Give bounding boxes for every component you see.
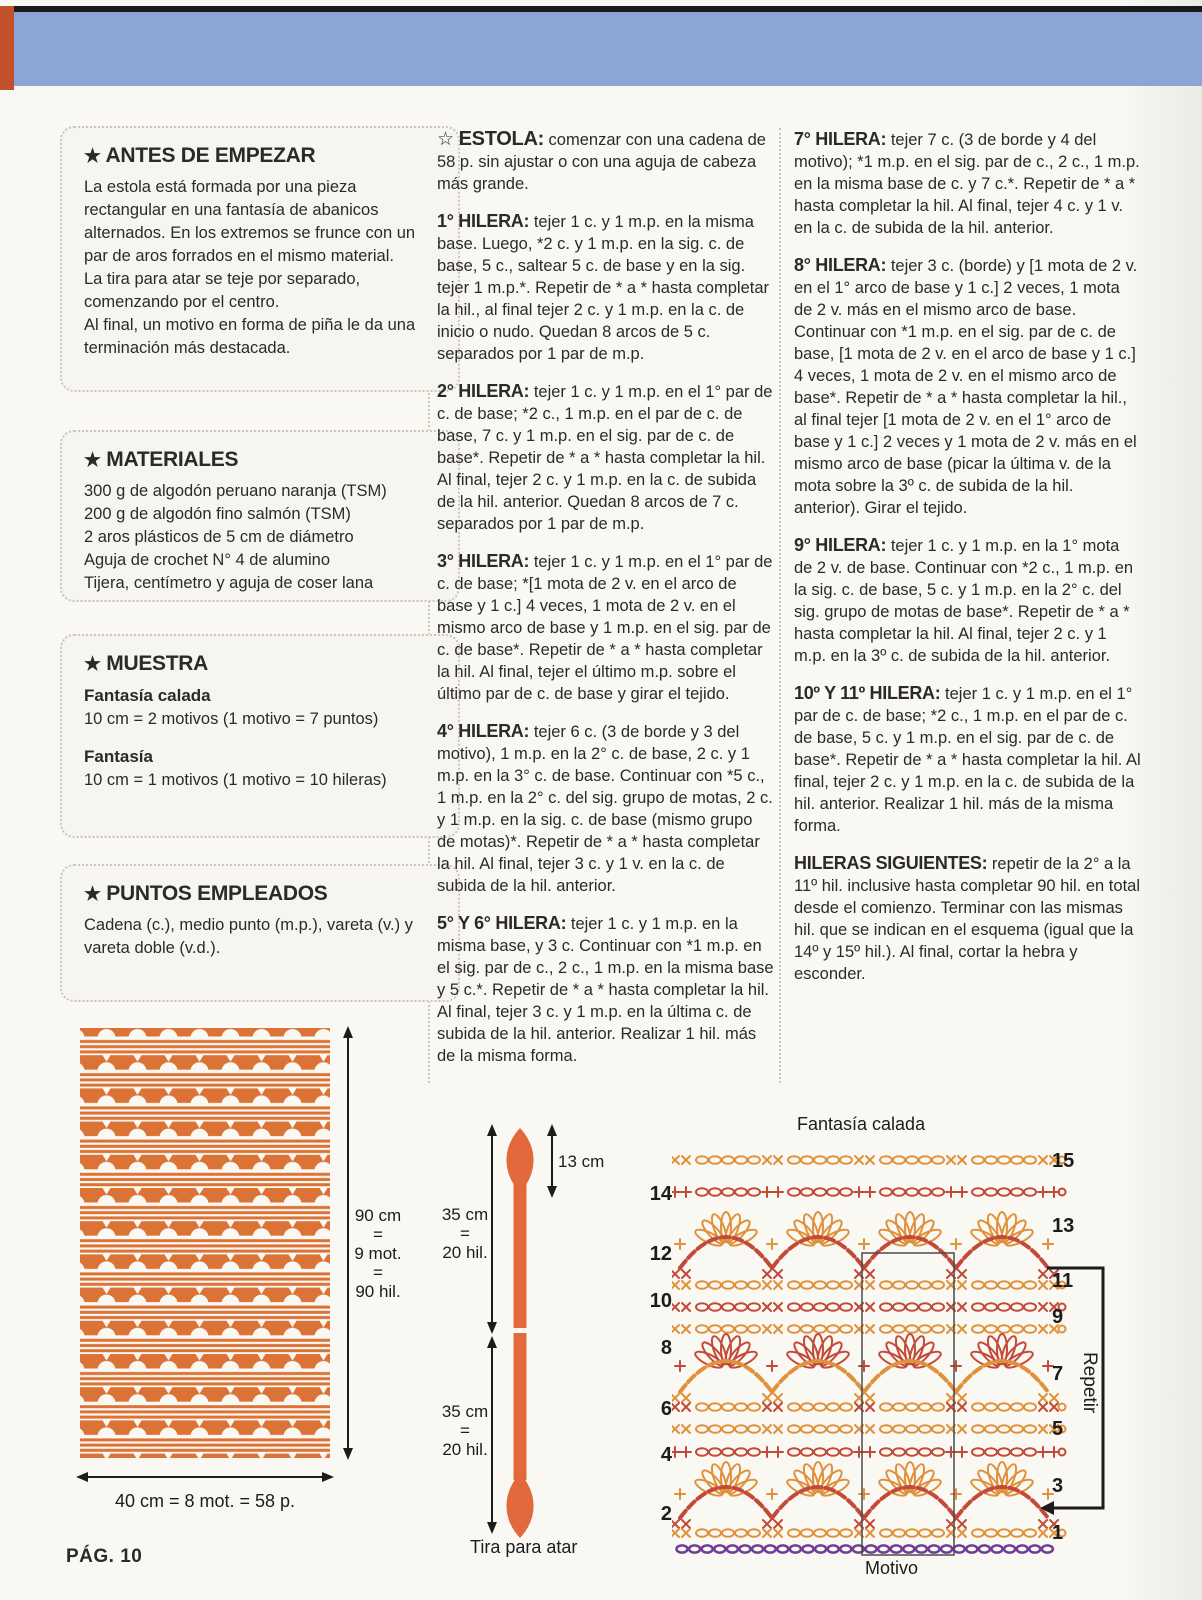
star-icon: ★ (84, 884, 101, 905)
column-divider-right (779, 128, 781, 1083)
material-item: 300 g de algodón peruano naranja (TSM) (84, 482, 387, 500)
tie-top-length-label: 13 cm (558, 1152, 605, 1171)
chart-row-number: 13 (1052, 1215, 1075, 1237)
section-antes-de-empezar (60, 126, 460, 392)
section-materiales (60, 430, 460, 602)
chart-row-number: 1 (1052, 1522, 1064, 1544)
star-icon: ★ (84, 654, 101, 675)
section-muestra (60, 634, 460, 838)
swatch-height-label: 90 cm = 9 mot. = 90 hil. (354, 1206, 402, 1301)
gauge-name: Fantasía calada (84, 686, 211, 705)
material-item: Tijera, centímetro y aguja de coser lana (84, 574, 374, 592)
section-paragraph: La estola está formada por una pieza rectangular en una fantasía de abanicos alternados. En los extremos se frunce con un par de aros forrados en el mismo material. (84, 178, 416, 265)
star-icon: ★ (84, 450, 101, 471)
tie-upper-length-label: 35 cm = 20 hil. (441, 1205, 489, 1262)
section-title: ★ PUNTOS EMPLEADOS (84, 882, 328, 905)
gauge-name: Fantasía (84, 747, 153, 766)
material-item: 2 aros plásticos de 5 cm de diámetro (84, 528, 354, 546)
tie-lower-length-label: 35 cm = 20 hil. (441, 1402, 489, 1459)
chart-row-number: 14 (649, 1183, 672, 1205)
material-item: 200 g de algodón fino salmón (TSM) (84, 505, 351, 523)
tie-bottom-pineapple (506, 1473, 533, 1538)
step-paragraph: 1° HILERA: tejer 1 c. y 1 m.p. en la misma base. Luego, *2 c. y 1 m.p. en la sig. c. de base, 5 c., saltear 5 c. de base y en la sig. tejer 1 m.p.*. Repetir de * a * hasta completar la hil., al final tejer 2 c. y 1 m.p. en la c. de inicio o nudo. Quedan 8 arcos de 5 c. separados por 1 par de m.p. (437, 211, 769, 363)
chart-row-number: 5 (1052, 1418, 1064, 1440)
chart-row-number: 3 (1052, 1475, 1064, 1497)
chart-row-number: 11 (1052, 1270, 1074, 1292)
chart-title: Fantasía calada (797, 1114, 926, 1134)
section-paragraph: Al final, un motivo en forma de piña le da una terminación más destacada. (84, 316, 416, 357)
chart-repeat-label: Repetir (1079, 1352, 1100, 1414)
chart-row-number: 4 (660, 1444, 672, 1466)
step-paragraph: HILERAS SIGUIENTES: repetir de la 2° a la 11º hil. inclusive hasta completar 90 hil. en total desde el comienzo. Terminar con las mismas hil. que se indican en el esquema (igual que la 14º y 15º hil.). Al final, cortar la hebra y esconder. (794, 853, 1140, 983)
step-paragraph: 10º Y 11º HILERA: tejer 1 c. y 1 m.p. en el 1° par de c. de base; *2 c., 1 m.p. en el par de c. de base, 5 c. y 1 m.p. en el sig. par de c. de base*. Repetir de * a * hasta completar la hil. Al final, tejer 2 c. y 1 m.p. en la c. de subida de la hil. anterior. Realizar 1 hil. más de la misma forma. (794, 683, 1141, 835)
chart-motif-label: Motivo (865, 1558, 919, 1578)
section-paragraph: Cadena (c.), medio punto (m.p.), vareta (v.) y vareta doble (v.d.). (84, 916, 413, 957)
section-paragraph: La tira para atar se teje por separado, comenzando por el centro. (84, 270, 361, 311)
step-paragraph: 3° HILERA: tejer 1 c. y 1 m.p. en el 1° par de c. de base; *[1 mota de 2 v. en el arco de base y 1 c.] 4 veces, 1 mota de 2 v. en el mismo arco de base y 1 m.p. en el sig. par de c. de base*. Repetir de * a * hasta completar la hil. Al final, tejer el último m.p. sobre el último par de c. de base y girar el tejido. (437, 551, 773, 703)
section-title: ★ MATERIALES (84, 448, 239, 471)
section-puntos-empleados (60, 864, 460, 1002)
instructions-column-1 (437, 128, 775, 1082)
chart-row-number: 7 (1052, 1363, 1064, 1385)
header-blue-bar (14, 12, 1202, 86)
chart-row-number: 9 (1052, 1306, 1064, 1328)
spacer (84, 731, 436, 745)
chart-row-number: 15 (1052, 1150, 1075, 1172)
step-paragraph: 7° HILERA: tejer 7 c. (3 de borde y 4 del motivo); *1 m.p. en el sig. par de c., 2 c., 1 m.p. en la misma base de c. y 7 c.*. Repetir de * a * hasta completar la hil. Al final, tejer 4 c. y 1 v. en la c. de subida de la hil. anterior. (794, 129, 1140, 237)
chart-row-number: 2 (660, 1503, 672, 1525)
spine-strip (0, 6, 14, 90)
step-paragraph: 8° HILERA: tejer 3 c. (borde) y [1 mota de 2 v. en el 1° arco de base y 1 c.] 2 veces, 1 mota de 2 v. más en el mismo arco de base. Continuar con *1 m.p. en el sig. par de c. de base, [1 mota de 2 v. en el arco de base y 1 c.] 4 veces, 1 mota de 2 v. en el mismo arco de base*. Repetir de * a * hasta completar la hil., al final tejer [1 mota de 2 v. en el 1° arco de base y 1 c.] 2 veces y 1 mota de 2 v. más en el mismo arco de base (picar la última v. de la mota sobre la 3º c. de subida de la hil. anterior). Girar el tejido. (794, 255, 1138, 517)
section-title: ★ MUESTRA (84, 652, 209, 675)
step-paragraph: 9° HILERA: tejer 1 c. y 1 m.p. en la 1° mota de 2 v. de base. Continuar con *2 c., 1 m.p. en la sig. c. de base, 5 c. y 1 m.p. en la 2° c. del sig. grupo de motas de base*. Repetir de * a * hasta completar la hil. Al final, tejer 2 c. y 1 m.p. en la 3º c. de subida de la hil. anterior. (794, 535, 1134, 665)
chart-row-number: 6 (660, 1398, 672, 1420)
page-number: PÁG. 10 (66, 1546, 143, 1567)
estola-intro: ☆ ESTOLA: comenzar con una cadena de 58 p. sin ajustar o con una aguja de cabeza más grande. (437, 128, 766, 193)
gauge-value: 10 cm = 2 motivos (1 motivo = 7 puntos) (84, 710, 379, 728)
crochet-chart (672, 1125, 1122, 1573)
tie-top-pineapple (506, 1128, 533, 1193)
step-paragraph: 2° HILERA: tejer 1 c. y 1 m.p. en el 1° par de c. de base; *2 c., 1 m.p. en el par de c. de base, 7 c. y 1 m.p. en el sig. par de c. de base*. Repetir de * a * hasta completar la hil. Al final, tejer 2 c. y 1 m.p. en la c. de subida de la hil. anterior. Quedan 8 arcos de 7 c. separados por 1 par de m.p. (437, 381, 773, 533)
gauge-value: 10 cm = 1 motivos (1 motivo = 10 hileras) (84, 771, 387, 789)
swatch-width-label: 40 cm = 8 mot. = 58 p. (114, 1491, 296, 1511)
instructions-column-2 (794, 128, 1142, 1000)
chart-row-number: 8 (660, 1337, 672, 1359)
step-paragraph: 4° HILERA: tejer 6 c. (3 de borde y 3 del motivo), 1 m.p. en la 2° c. de base, 2 c. y 1 m.p. en la 3° c. de base. Continuar con *5 c., 1 m.p. en la 2° c. del sig. grupo de motas, 2 c. y 1 m.p. en la sig. c. de base (mismo grupo de motas)*. Repetir de * a * hasta completar la hil. Al final, tejer 3 c. y 1 v. en la c. de subida de la hil. anterior. (437, 721, 773, 895)
swatch-pattern (80, 1028, 330, 1458)
star-outline-icon: ☆ (437, 129, 455, 150)
star-icon: ★ (84, 146, 101, 167)
chart-row-number: 12 (649, 1243, 672, 1265)
material-item: Aguja de crochet N° 4 de alumino (84, 551, 330, 569)
chart-row-number: 10 (649, 1290, 672, 1312)
section-title: ★ ANTES DE EMPEZAR (84, 144, 316, 167)
tie-caption: Tira para atar (470, 1537, 578, 1557)
step-paragraph: 5° Y 6° HILERA: tejer 1 c. y 1 m.p. en la misma base, y 3 c. Continuar con *1 m.p. en el sig. par de c., 2 c., 1 m.p. en la misma base y 5 c.*. Repetir de * a * hasta completar la hil. Al final, tejer 3 c. y 1 m.p. en la última c. de subida de la hil. anterior. Realizar 1 hil. más de la misma forma. (437, 913, 774, 1065)
tie-diagram (405, 1118, 660, 1568)
